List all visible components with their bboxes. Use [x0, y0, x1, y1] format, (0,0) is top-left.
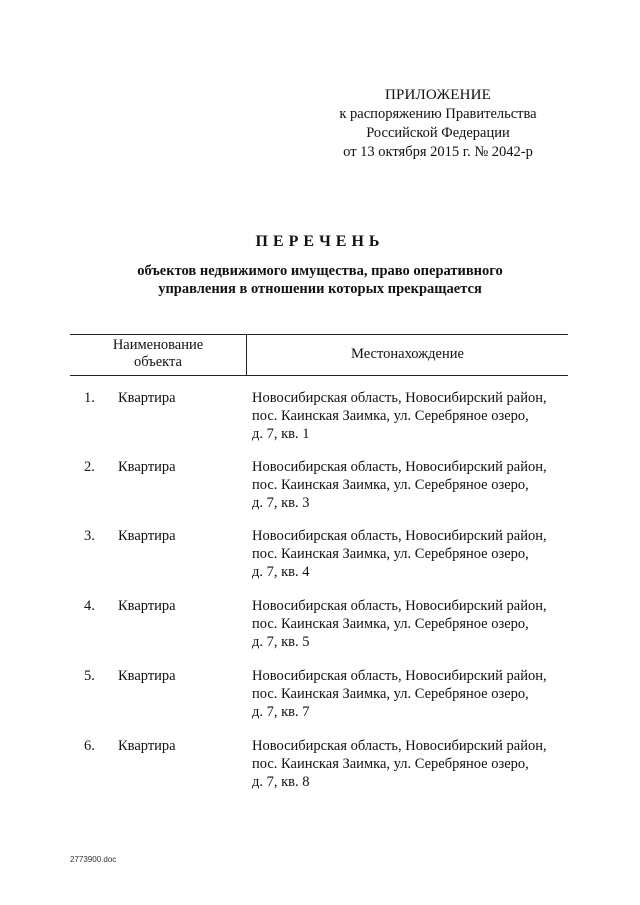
row-location — [252, 597, 547, 651]
row-location-line: Новосибирская область, Новосибирский район, — [252, 738, 547, 754]
file-reference: 2773900.doc — [70, 855, 117, 864]
table-row — [0, 389, 640, 449]
row-number: 5. — [84, 668, 95, 684]
header-object-name-line-2: объекта — [133, 354, 182, 370]
row-location-line: Новосибирская область, Новосибирский район, — [252, 459, 547, 475]
row-location-line: пос. Каинская Заимка, ул. Серебряное озеро, — [252, 477, 529, 493]
row-location-line: д. 7, кв. 1 — [252, 426, 310, 442]
row-object-name: Квартира — [118, 668, 176, 684]
row-object-name: Квартира — [118, 459, 176, 475]
row-object-name: Квартира — [118, 390, 176, 406]
row-location-line: пос. Каинская Заимка, ул. Серебряное озеро, — [252, 616, 529, 632]
row-location — [252, 527, 547, 581]
table-row — [0, 527, 640, 587]
row-location-line: пос. Каинская Заимка, ул. Серебряное озеро, — [252, 686, 529, 702]
row-location-line: пос. Каинская Заимка, ул. Серебряное озеро, — [252, 408, 529, 424]
row-object-name: Квартира — [118, 598, 176, 614]
row-number: 1. — [84, 390, 95, 406]
appendix-line-3: от 13 октября 2015 г. № 2042-р — [343, 144, 533, 160]
row-location-line: Новосибирская область, Новосибирский район, — [252, 528, 547, 544]
row-location — [252, 737, 547, 791]
header-location: Местонахождение — [351, 346, 464, 362]
row-location-line: Новосибирская область, Новосибирский район, — [252, 598, 547, 614]
appendix-block — [308, 86, 568, 162]
row-location-line: д. 7, кв. 8 — [252, 774, 310, 790]
header-object-name-line-1: Наименование — [112, 337, 204, 353]
table-header — [70, 334, 568, 376]
row-number: 4. — [84, 598, 95, 614]
row-location — [252, 458, 547, 512]
subtitle-line-1: объектов недвижимого имущества, право оперативного — [137, 263, 503, 279]
row-location-line: д. 7, кв. 3 — [252, 495, 310, 511]
row-location-line: д. 7, кв. 4 — [252, 564, 310, 580]
row-location-line: д. 7, кв. 7 — [252, 704, 310, 720]
document-subtitle — [0, 262, 640, 298]
table-row — [0, 667, 640, 727]
row-location-line: Новосибирская область, Новосибирский район, — [252, 390, 547, 406]
row-number: 2. — [84, 459, 95, 475]
row-number: 6. — [84, 738, 95, 754]
row-location — [252, 389, 547, 443]
appendix-title: ПРИЛОЖЕНИЕ — [384, 87, 492, 103]
table-row — [0, 458, 640, 518]
appendix-line-2: Российской Федерации — [366, 125, 510, 141]
row-location — [252, 667, 547, 721]
row-location-line: Новосибирская область, Новосибирский район, — [252, 668, 547, 684]
table-row — [0, 737, 640, 797]
row-object-name: Квартира — [118, 528, 176, 544]
row-location-line: пос. Каинская Заимка, ул. Серебряное озеро, — [252, 546, 529, 562]
document-title: ПЕРЕЧЕНЬ — [255, 233, 385, 250]
appendix-line-1: к распоряжению Правительства — [339, 106, 537, 122]
row-location-line: пос. Каинская Заимка, ул. Серебряное озеро, — [252, 756, 529, 772]
row-object-name: Квартира — [118, 738, 176, 754]
table-row — [0, 597, 640, 657]
subtitle-line-2: управления в отношении которых прекращается — [158, 281, 482, 297]
row-number: 3. — [84, 528, 95, 544]
header-object-name — [70, 337, 246, 371]
row-location-line: д. 7, кв. 5 — [252, 634, 310, 650]
